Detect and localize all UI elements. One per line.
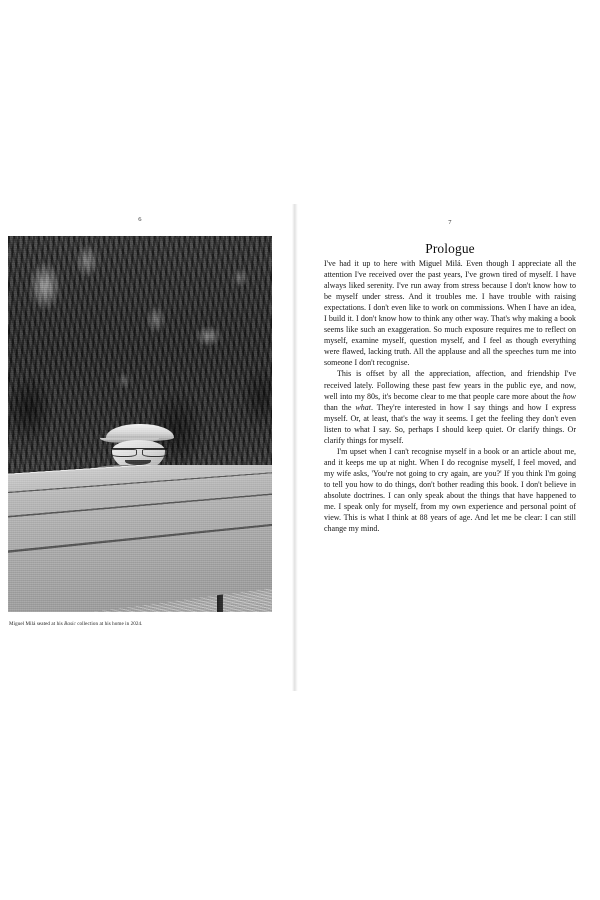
emphasis-how: how — [562, 391, 576, 401]
photo-table — [8, 465, 272, 612]
page-number-left: 6 — [138, 216, 142, 223]
left-page — [0, 0, 292, 900]
photo-table-slat — [8, 468, 272, 499]
paragraph-segment: This is offset by all the appreciation, affection, and friendship I've received lately. Following these past few years in the public eye, and now, well into my 80s, it's become clear to me that people care more about the — [324, 369, 576, 401]
photo-caption-collection-name: Basic — [64, 621, 76, 627]
photo-table-top — [8, 465, 272, 612]
page-number-right: 7 — [448, 219, 452, 226]
body-text — [324, 258, 576, 534]
paragraph: I've had it up to here with Miguel Milá. Even though I appreciate all the attention I've received over the past years, I've grown tired of myself. I have always liked serenity. I've run away from stress because I don't know how to be myself under stress. And it troubles me. I have trouble with raising expectations. I don't even like to work on commissions. When I have an idea, I build it. I don't know how to think any other way. That's why making a book seems like such an exaggeration. So much exposure requires me to reflect on myself, examine myself, question myself, and I feel as though everything were flawed, lacking truth. All the applause and all the speeches turn me into someone I don't recognise. — [324, 259, 576, 368]
paragraph-segment: than the — [324, 402, 356, 412]
paragraph: I'm upset when I can't recognise myself in a book or an article about me, and it keeps me up at night. When I do recognise myself, I feel moved, and my wife asks, 'You're not going to cry again, are you?' If you think I'm going to tell you how to do things, don't bother reading this book. I don't believe in absolute doctrines. I can only speak about the things that have happened to me. I speak only for myself, from my own experience and personal point of view. This is what I think at 88 years of age. And let me be clear: I can still change my mind. — [324, 446, 576, 534]
emphasis-what: what — [355, 402, 371, 412]
paragraph-segment: . They're interested in how I say things and how I express myself. Or, at least, that's the way it seems. I get the feeling they don't even listen to what I say. So, perhaps I should keep quiet. Or clarify things. Or clarify things for myself. — [324, 402, 576, 445]
photo-subject-glasses — [111, 448, 169, 456]
paragraph — [324, 368, 576, 445]
photo-table-slat — [8, 486, 272, 526]
photo-table-edge — [8, 465, 272, 478]
page-title: Prologue — [425, 240, 475, 256]
photograph — [8, 236, 272, 612]
photo-caption-prefix: Miguel Milá seated at his — [9, 621, 65, 627]
photograph-image — [8, 236, 272, 612]
photo-table-slat — [8, 511, 272, 567]
photo-caption-suffix: collection at his home in 2024. — [75, 621, 143, 627]
right-page — [298, 0, 600, 900]
photo-caption — [9, 621, 273, 628]
